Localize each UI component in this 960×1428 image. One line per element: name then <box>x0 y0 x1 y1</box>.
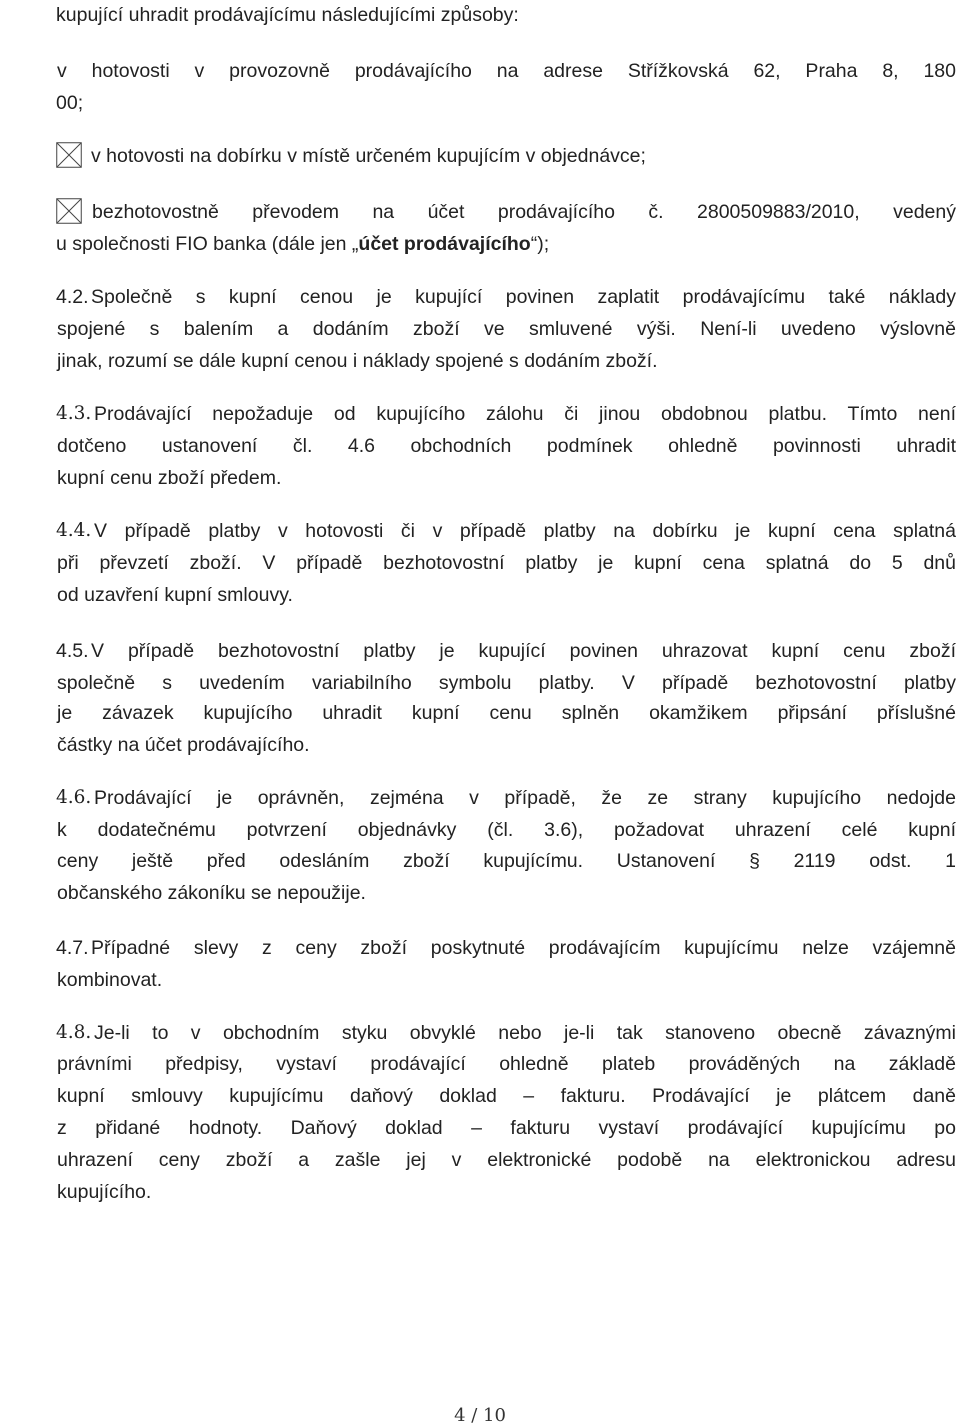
section-line: uhrazení ceny zboží a zašle jej v elektronické podobě na elektronickou adresu <box>57 1149 956 1171</box>
section-line: V případě bezhotovostní platby je kupující povinen uhrazovat kupní cenu zboží <box>91 640 956 662</box>
section-number: 4.8. <box>56 1022 92 1043</box>
section-line: občanského zákoníku se nepoužije. <box>57 882 366 904</box>
section-line: jinak, rozumí se dále kupní cenou i náklady spojené s dodáním zboží. <box>57 350 658 372</box>
section-number: 4.5. <box>56 640 89 662</box>
section-number: 4.3. <box>56 403 92 424</box>
payment-option-cash-cont: 00; <box>56 92 84 114</box>
section-line: kupujícího. <box>57 1181 152 1203</box>
section-line: společně s uvedením variabilního symbolu platby. V případě bezhotovostní platby <box>57 672 956 694</box>
checkbox-cross-icon <box>56 142 82 168</box>
defined-term: účet prodávajícího <box>358 233 531 255</box>
section-line: od uzavření kupní smlouvy. <box>57 584 293 606</box>
intro-line: kupující uhradit prodávajícímu následujícími způsoby: <box>56 4 519 26</box>
section-line: kupní cenu zboží předem. <box>57 467 282 489</box>
section-line: Společně s kupní cenou je kupující povinen zaplatit prodávajícímu také náklady <box>91 286 956 308</box>
section-number: 4.2. <box>56 286 89 308</box>
section-line: Prodávající je oprávněn, zejména v případě, že ze strany kupujícího nedojde <box>94 787 956 809</box>
section-line: spojené s balením a dodáním zboží ve smluvené výši. Není-li uvedeno výslovně <box>57 318 956 340</box>
section-line: Prodávající nepožaduje od kupujícího zálohu či jinou obdobnou platbu. Tímto není <box>94 403 956 425</box>
section-line: V případě platby v hotovosti či v případě platby na dobírku je kupní cena splatná <box>94 520 956 542</box>
section-line: dotčeno ustanovení čl. 4.6 obchodních podmínek ohledně povinnosti uhradit <box>57 435 956 457</box>
section-line: právními předpisy, vystaví prodávající ohledně plateb prováděných na základě <box>57 1053 956 1075</box>
transfer-text-b: “); <box>530 233 550 255</box>
checkbox-cross-icon <box>56 198 82 224</box>
section-number: 4.4. <box>56 520 92 541</box>
section-number: 4.6. <box>56 787 92 808</box>
section-line: kupní smlouvy kupujícímu daňový doklad – fakturu. Prodávající je plátcem daně <box>57 1085 956 1107</box>
section-line: kombinovat. <box>57 969 163 991</box>
section-line: je závazek kupujícího uhradit kupní cenu splněn okamžikem připsání příslušné <box>57 702 956 724</box>
section-line: ceny ještě před odesláním zboží kupujícímu. Ustanovení § 2119 odst. 1 <box>57 850 956 872</box>
section-line: Je-li to v obchodním styku obvyklé nebo je-li tak stanoveno obecně závaznými <box>94 1022 956 1044</box>
payment-option-transfer: bezhotovostně převodem na účet prodávajícího č. 2800509883/2010, vedený <box>92 201 956 223</box>
section-line: Případné slevy z ceny zboží poskytnuté prodávajícím kupujícímu nelze vzájemně <box>91 937 956 959</box>
payment-option-transfer-cont <box>56 232 549 256</box>
section-line: k dodatečnému potvrzení objednávky (čl. 3.6), požadovat uhrazení celé kupní <box>57 819 956 841</box>
payment-option-cod: v hotovosti na dobírku v místě určeném kupujícím v objednávce; <box>91 145 646 167</box>
section-number: 4.7. <box>56 937 89 959</box>
section-line: z přidané hodnoty. Daňový doklad – fakturu vystaví prodávající kupujícímu po <box>57 1117 956 1139</box>
payment-option-cash: v hotovosti v provozovně prodávajícího na adrese Střížkovská 62, Praha 8, 180 <box>57 60 956 82</box>
section-line: částky na účet prodávajícího. <box>57 734 310 756</box>
page-number: 4 / 10 <box>454 1405 506 1426</box>
transfer-text-a: u společnosti FIO banka (dále jen „ <box>56 233 359 255</box>
section-line: při převzetí zboží. V případě bezhotovostní platby je kupní cena splatná do 5 dnů <box>57 552 956 574</box>
